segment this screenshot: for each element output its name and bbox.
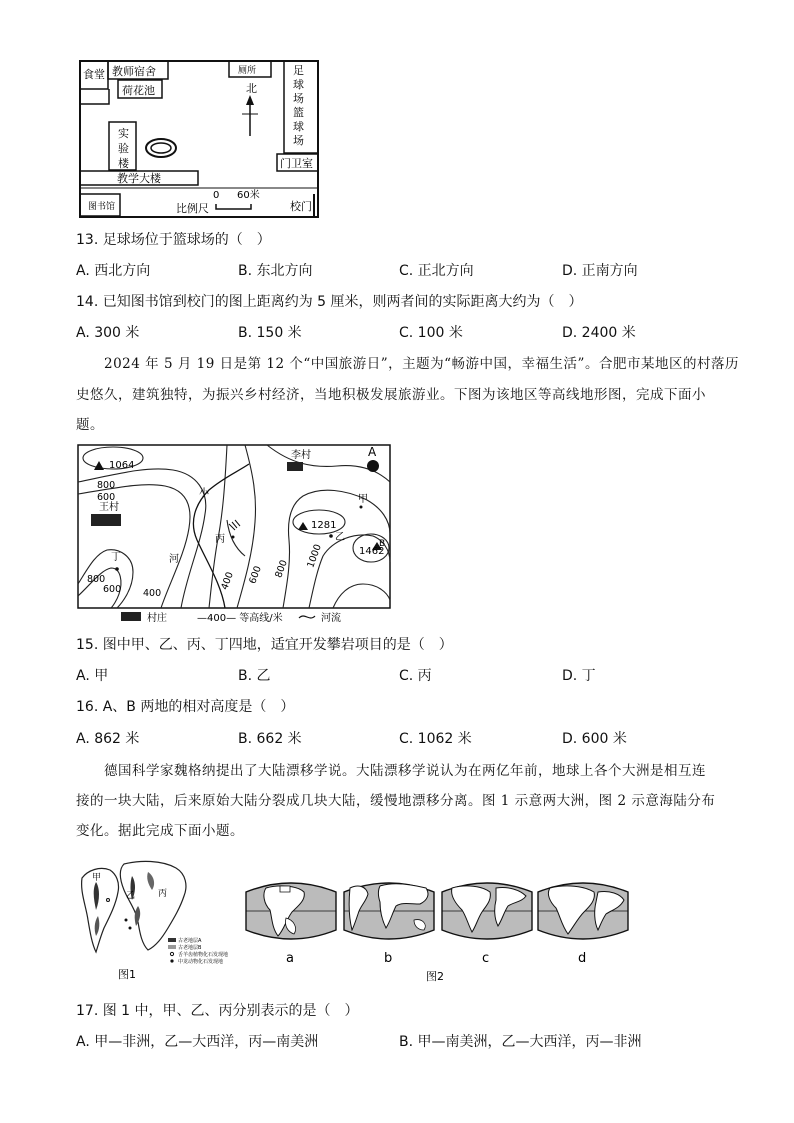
q16-option-a[interactable]: A. 862 米 — [76, 731, 140, 747]
fig1-place-bing: 丙 — [158, 889, 168, 899]
q14-option-b[interactable]: B. 150 米 — [238, 325, 302, 341]
q14-option-a[interactable]: A. 300 米 — [76, 325, 140, 341]
contour-label-800a: 800 — [97, 480, 116, 491]
q16-option-c[interactable]: C. 1062 米 — [399, 731, 472, 747]
q17-option-b[interactable]: B. 甲—南美洲，乙—大西洋，丙—非洲 — [399, 1034, 642, 1050]
contour-label-400a: 400 — [143, 588, 162, 599]
passage2-line1: 德国科学家魏格纳提出了大陆漂移学说。大陆漂移学说认为在两亿年前，地球上各个大洲是相互连 — [104, 763, 706, 779]
q16-option-d[interactable]: D. 600 米 — [562, 731, 627, 747]
contour-label-800b: 800 — [87, 574, 106, 585]
legend-contour: —400— 等高线/米 — [197, 613, 283, 624]
passage1-line3: 题。 — [76, 417, 104, 433]
teacher-dorm-label: 教师宿舍 — [112, 65, 156, 78]
fig2-caption: 图2 — [426, 970, 444, 983]
toilet-label: 厕所 — [238, 66, 257, 76]
q13-option-c[interactable]: C. 正北方向 — [399, 263, 474, 279]
passage2-line3: 变化。据此完成下面小题。 — [76, 823, 244, 839]
scale-length: 60米 — [237, 190, 260, 201]
basketball-label-3: 场 — [293, 134, 304, 147]
fig2-panel-d — [538, 883, 628, 939]
place-bing-label: 丙 — [215, 534, 225, 545]
fig1-legend-d: 中龙动物化石发现地 — [178, 959, 224, 965]
guard-label: 门卫室 — [280, 157, 313, 170]
contour-label-600c: 600 — [247, 564, 264, 586]
fig2-label-b: b — [384, 951, 393, 966]
figure-2 — [244, 876, 634, 986]
figure-1 — [78, 860, 228, 984]
q15-option-b[interactable]: B. 乙 — [238, 668, 271, 684]
basketball-label-2: 球 — [293, 120, 304, 133]
peak-1064-label: 1064 — [109, 460, 135, 471]
q13-option-d[interactable]: D. 正南方向 — [562, 263, 638, 279]
contour-label-600a: 600 — [97, 492, 116, 503]
contour-label-800c: 800 — [273, 558, 290, 580]
q16-stem: 16. A、B 两地的相对高度是（ ） — [76, 699, 295, 715]
lab-label-3: 楼 — [118, 157, 129, 170]
contour-label-1000: 1000 — [305, 542, 324, 570]
q13-option-b[interactable]: B. 东北方向 — [238, 263, 313, 279]
fig1-place-jia: 甲 — [92, 873, 102, 883]
fig2-label-d: d — [578, 951, 587, 966]
river-char-1: 小 — [199, 488, 209, 499]
peak-1462-label: 1462 — [359, 546, 385, 557]
fig1-place-yi: 乙 — [126, 891, 136, 901]
river-char-2: 河 — [169, 554, 179, 565]
football-label-3: 场 — [293, 92, 304, 105]
football-label-1: 足 — [293, 64, 304, 77]
scale-zero: 0 — [213, 190, 220, 201]
legend-village: 村庄 — [147, 613, 167, 624]
football-label-2: 球 — [293, 78, 304, 91]
campus-map-drawing — [79, 60, 319, 218]
fig2-panel-c — [442, 883, 532, 939]
figure-2-drawing — [244, 876, 634, 986]
passage1-line1: 2024 年 5 月 19 日是第 12 个“中国旅游日”，主题为“畅游中国，幸福生活”。合肥市某地区的村落历 — [104, 356, 739, 372]
place-ding-label: 丁 — [111, 552, 121, 563]
gate-label: 校门 — [290, 200, 312, 213]
q15-stem: 15. 图中甲、乙、丙、丁四地，适宜开发攀岩项目的是（ ） — [76, 637, 453, 653]
contour-map-drawing — [77, 444, 391, 624]
place-yi-label: 乙 — [335, 532, 345, 543]
lab-label-2: 验 — [118, 142, 129, 155]
campus-map — [79, 60, 319, 218]
fig2-label-c: c — [482, 951, 490, 966]
fig2-label-a: a — [286, 951, 294, 966]
lotus-pond-label: 荷花池 — [122, 84, 155, 97]
q13-option-a[interactable]: A. 西北方向 — [76, 263, 151, 279]
contour-label-400b: 400 — [219, 570, 236, 592]
q16-option-b[interactable]: B. 662 米 — [238, 731, 302, 747]
q15-option-c[interactable]: C. 丙 — [399, 668, 432, 684]
fig2-panel-b — [344, 883, 434, 939]
q15-option-a[interactable]: A. 甲 — [76, 668, 109, 684]
scale-word: 比例尺 — [176, 202, 209, 215]
q14-option-c[interactable]: C. 100 米 — [399, 325, 463, 341]
q17-option-a[interactable]: A. 甲—非洲，乙—大西洋，丙—南美洲 — [76, 1034, 319, 1050]
passage2-line2: 接的一块大陆，后来原始大陆分裂成几块大陆，缓慢地漂移分离。图 1 示意两大洲，图 2 示意海陆分布 — [76, 793, 716, 809]
figure-1-drawing — [78, 860, 228, 984]
legend-river: 河流 — [321, 613, 341, 624]
q17-stem: 17. 图 1 中，甲、乙、丙分别表示的是（ ） — [76, 1003, 359, 1019]
point-a-label: A — [368, 445, 377, 459]
q15-option-d[interactable]: D. 丁 — [562, 668, 596, 684]
q13-stem: 13. 足球场位于篮球场的（ ） — [76, 232, 271, 248]
north-label: 北 — [246, 82, 257, 95]
library-label: 图书馆 — [88, 202, 116, 212]
q14-option-d[interactable]: D. 2400 米 — [562, 325, 636, 341]
place-jia-label: 甲 — [358, 494, 368, 505]
teaching-label: 教学大楼 — [117, 172, 161, 185]
contour-map — [77, 444, 391, 624]
fig1-legend-b: 古老地层B — [178, 945, 202, 951]
village-li-label: 李村 — [291, 450, 311, 461]
passage1-line2: 史悠久，建筑独特，为振兴乡村经济，当地积极发展旅游业。下图为该地区等高线地形图，完成下面小 — [76, 387, 706, 403]
village-wang-label: 王村 — [99, 502, 119, 513]
canteen-label: 食堂 — [83, 68, 105, 81]
q14-stem: 14. 已知图书馆到校门的图上距离约为 5 厘米，则两者间的实际距离大约为（ ） — [76, 294, 583, 310]
point-b-label: B — [379, 539, 386, 549]
fig1-legend-c: 舌羊齿植物化石发现地 — [178, 952, 228, 958]
lab-label-1: 实 — [118, 127, 129, 140]
peak-1281-label: 1281 — [311, 520, 337, 531]
fig2-panel-a — [246, 883, 336, 939]
fig1-caption: 图1 — [118, 968, 136, 981]
contour-label-600b: 600 — [103, 584, 122, 595]
fig1-legend-a: 古老地层A — [178, 938, 202, 944]
basketball-label-1: 篮 — [293, 106, 304, 119]
